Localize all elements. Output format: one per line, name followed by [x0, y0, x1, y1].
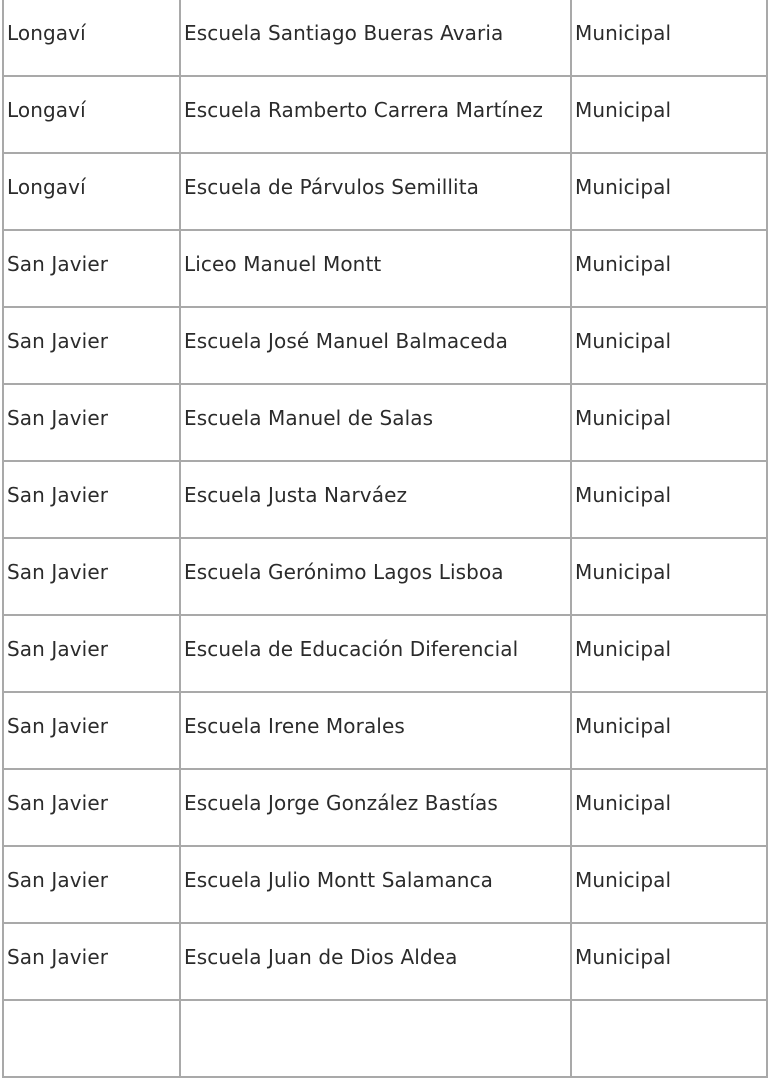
commune-cell: San Javier: [3, 615, 180, 692]
school-cell: Escuela Irene Morales: [180, 692, 571, 769]
commune-cell: San Javier: [3, 769, 180, 846]
commune-cell: San Javier: [3, 846, 180, 923]
table-row: [3, 0, 767, 76]
commune-cell: Longaví: [3, 0, 180, 76]
table-row: [3, 384, 767, 461]
type-cell: Municipal: [571, 384, 767, 461]
type-cell: Municipal: [571, 461, 767, 538]
commune-cell: San Javier: [3, 384, 180, 461]
table-row: [3, 230, 767, 307]
type-cell: Municipal: [571, 692, 767, 769]
school-cell: Escuela Manuel de Salas: [180, 384, 571, 461]
commune-cell: San Javier: [3, 307, 180, 384]
commune-cell: Longaví: [3, 153, 180, 230]
table-row: [3, 307, 767, 384]
table-row: [3, 692, 767, 769]
table-row: [3, 538, 767, 615]
table-row: [3, 615, 767, 692]
commune-cell: San Javier: [3, 230, 180, 307]
type-cell: Municipal: [571, 769, 767, 846]
type-cell: Municipal: [571, 0, 767, 76]
school-cell: Escuela Juan de Dios Aldea: [180, 923, 571, 1000]
table-row: [3, 76, 767, 153]
school-cell: Escuela Justa Narváez: [180, 461, 571, 538]
type-cell: Municipal: [571, 153, 767, 230]
type-cell: Municipal: [571, 307, 767, 384]
school-cell: [180, 1000, 571, 1077]
commune-cell: San Javier: [3, 923, 180, 1000]
schools-table: [2, 0, 768, 1078]
type-cell: Municipal: [571, 538, 767, 615]
commune-cell: Longaví: [3, 76, 180, 153]
table-row: [3, 923, 767, 1000]
commune-cell: San Javier: [3, 692, 180, 769]
table-row: [3, 153, 767, 230]
table-row: [3, 461, 767, 538]
school-cell: Escuela Ramberto Carrera Martínez: [180, 76, 571, 153]
schools-table-container: [2, 0, 766, 1078]
table-row: [3, 1000, 767, 1077]
commune-cell: San Javier: [3, 538, 180, 615]
school-cell: Escuela Gerónimo Lagos Lisboa: [180, 538, 571, 615]
school-cell: Liceo Manuel Montt: [180, 230, 571, 307]
school-cell: Escuela Santiago Bueras Avaria: [180, 0, 571, 76]
type-cell: Municipal: [571, 230, 767, 307]
type-cell: [571, 1000, 767, 1077]
type-cell: Municipal: [571, 615, 767, 692]
school-cell: Escuela José Manuel Balmaceda: [180, 307, 571, 384]
commune-cell: San Javier: [3, 461, 180, 538]
type-cell: Municipal: [571, 76, 767, 153]
commune-cell: [3, 1000, 180, 1077]
school-cell: Escuela de Educación Diferencial: [180, 615, 571, 692]
table-row: [3, 769, 767, 846]
type-cell: Municipal: [571, 846, 767, 923]
type-cell: Municipal: [571, 923, 767, 1000]
school-cell: Escuela Jorge González Bastías: [180, 769, 571, 846]
school-cell: Escuela Julio Montt Salamanca: [180, 846, 571, 923]
school-cell: Escuela de Párvulos Semillita: [180, 153, 571, 230]
table-row: [3, 846, 767, 923]
